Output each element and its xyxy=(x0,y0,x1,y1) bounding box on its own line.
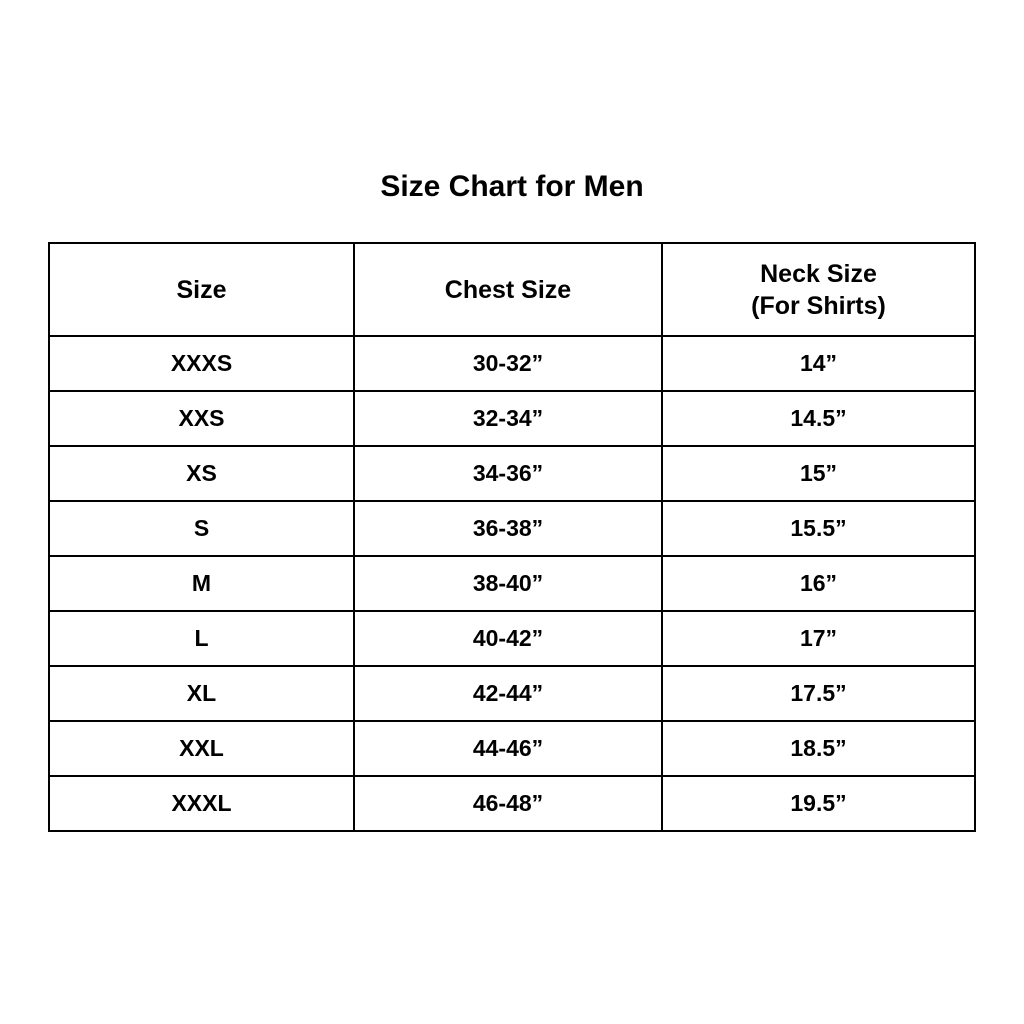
table-row xyxy=(49,776,975,831)
table-row xyxy=(49,446,975,501)
column-header-sublabel: (For Shirts) xyxy=(751,291,886,320)
chest-size-cell: 42-44” xyxy=(354,666,662,721)
column-header-label: Neck Size xyxy=(760,259,877,288)
table-row xyxy=(49,501,975,556)
table-body xyxy=(49,336,975,831)
table-row xyxy=(49,391,975,446)
column-header-label: Size xyxy=(176,275,227,304)
neck-size-cell: 18.5” xyxy=(662,721,975,776)
chest-size-cell: 36-38” xyxy=(354,501,662,556)
size-cell: L xyxy=(49,611,354,666)
chest-size-cell: 34-36” xyxy=(354,446,662,501)
neck-size-cell: 14.5” xyxy=(662,391,975,446)
chest-size-cell: 38-40” xyxy=(354,556,662,611)
chest-size-cell: 30-32” xyxy=(354,336,662,391)
size-cell: M xyxy=(49,556,354,611)
column-header-label: Chest Size xyxy=(444,275,572,304)
chest-size-cell: 44-46” xyxy=(354,721,662,776)
chest-size-cell: 32-34” xyxy=(354,391,662,446)
column-header-size xyxy=(49,243,354,336)
column-header-neck-size xyxy=(662,243,975,336)
table-row xyxy=(49,666,975,721)
neck-size-cell: 19.5” xyxy=(662,776,975,831)
size-cell: XXXL xyxy=(49,776,354,831)
column-header-chest-size xyxy=(354,243,662,336)
page-title: Size Chart for Men xyxy=(380,170,644,203)
neck-size-cell: 15” xyxy=(662,446,975,501)
neck-size-cell: 17.5” xyxy=(662,666,975,721)
table-row xyxy=(49,721,975,776)
table-row xyxy=(49,556,975,611)
size-cell: XXL xyxy=(49,721,354,776)
table-row xyxy=(49,336,975,391)
neck-size-cell: 14” xyxy=(662,336,975,391)
size-chart-table xyxy=(48,242,976,832)
neck-size-cell: 16” xyxy=(662,556,975,611)
table-header xyxy=(49,243,975,336)
neck-size-cell: 15.5” xyxy=(662,501,975,556)
size-cell: XXXS xyxy=(49,336,354,391)
table-row xyxy=(49,611,975,666)
size-cell: XL xyxy=(49,666,354,721)
chest-size-cell: 40-42” xyxy=(354,611,662,666)
neck-size-cell: 17” xyxy=(662,611,975,666)
header-row xyxy=(49,243,975,336)
size-cell: S xyxy=(49,501,354,556)
size-cell: XS xyxy=(49,446,354,501)
size-cell: XXS xyxy=(49,391,354,446)
chest-size-cell: 46-48” xyxy=(354,776,662,831)
